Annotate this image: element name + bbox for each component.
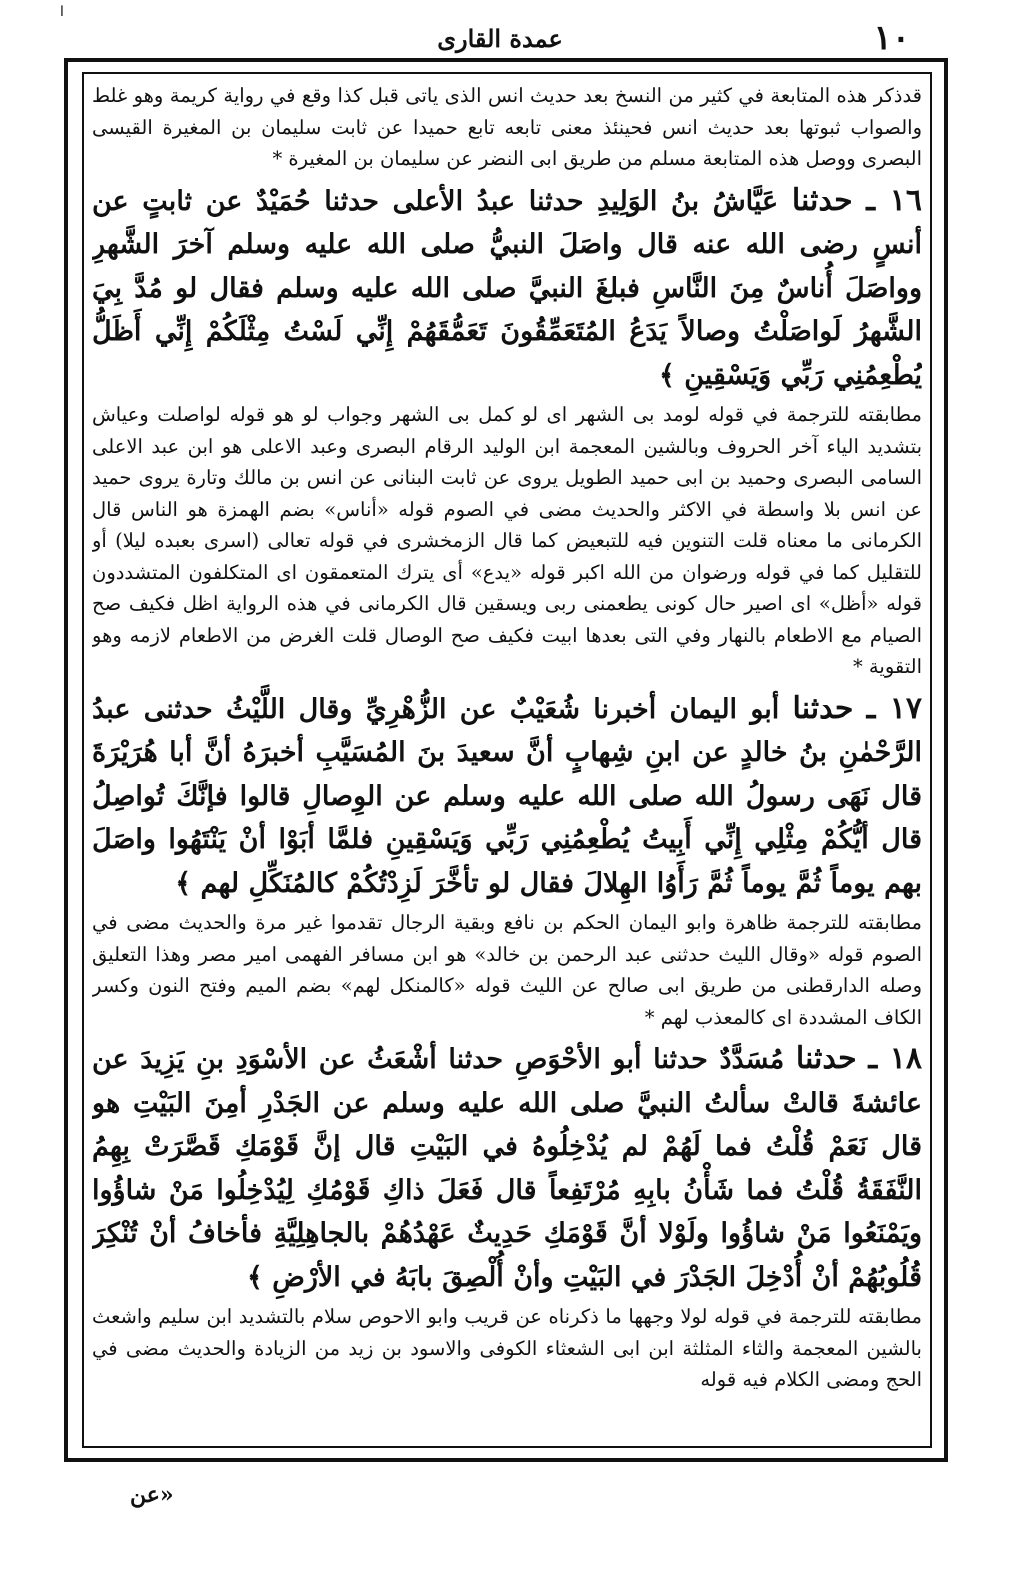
hadith-opening: حدثنا <box>791 182 853 218</box>
page-number: ١٠ <box>873 18 910 58</box>
page-body <box>92 80 922 1442</box>
hadith-text: مُسَدَّدٌ حدثنا أبو الأحْوَصِ حدثنا أشْعَثُ عن الأسْوَدِ بنِ يَزِيدَ عن عائشةَ قالتْ سألتُ النبيَّ صلى الله عليه وسلم عن الجَدْرِ أمِنَ البَيْتِ هو قال نَعَمْ قُلْتُ فما لَهُمْ لم يُدْخِلُوهُ في البَيْتِ قال إنَّ قَوْمَكِ قَصَّرَتْ بِهِمُ النَّفَقَةُ قُلْتُ فما شَأْنُ بابِهِ مُرْتَفِعاً قال فَعَلَ ذاكِ قَوْمُكِ لِيُدْخِلُوا مَنْ شاؤُوا ويَمْنَعُوا مَنْ شاؤُوا ولَوْلا أنَّ قَوْمَكِ حَدِيثٌ عَهْدُهُمْ بالجاهِلِيَّةِ فأخافُ أنْ تُنْكِرَ قُلُوبُهُمْ أنْ أُدْخِلَ الجَدْرَ في البَيْتِ وأنْ أُلْصِقَ بابَهُ في الأرْضِ ﴾ <box>92 1044 922 1293</box>
catchword: «عن <box>130 1482 174 1508</box>
commentary-17: مطابقته للترجمة ظاهرة وابو اليمان الحكم بن نافع وبقية الرجال تقدموا غير مرة والحديث مضى في الصوم قوله «وقال الليث حدثنى عبد الرحمن بن خالد» هو ابن مسافر الفهمى امير مصر وهذا التعليق وصله الدارقطنى من طريق ابى صالح عن الليث قوله «كالمنكل لهم» بضم الميم وفتح النون وكسر الكاف المشددة اى كالمعذب لهم * <box>92 911 922 1029</box>
hadith-text: أبو اليمان أخبرنا شُعَيْبٌ عن الزُّهْرِيِّ وقال اللَّيْثُ حدثنى عبدُ الرَّحْمٰنِ بنُ خالدٍ عن ابنِ شِهابٍ أنَّ سعيدَ بنَ المُسَيَّبِ أخبرَهُ أنَّ أبا هُرَيْرَةَ قال نَهَى رسولُ الله صلى الله عليه وسلم عن الوِصالِ قالوا فإنَّكَ تُواصِلُ قال أيُّكُمْ مِثْلِي إِنِّي أَبِيتُ يُطْعِمُنِي رَبِّي وَيَسْقِينِ فلمَّا أبَوْا أنْ يَنْتَهُوا واصَلَ بهم يوماً ثُمَّ يوماً ثُمَّ رَأَوُا الهِلالَ فقال لو تأخَّرَ لَزِدْتُكُمْ كالمُنَكِّلِ لهم ﴾ <box>92 693 922 899</box>
running-title: عمدة القارى <box>437 24 563 53</box>
hadith-opening: حدثنا <box>795 1041 857 1076</box>
intro-note: قدذكر هذه المتابعة في كثير من النسخ بعد حديث انس الذى ياتى قبل كذا وقع في رواية كريمة وهو غلط والصواب ثبوتها بعد حديث انس فحينئذ معنى تابعه تابع حميدا عن ثابت سليمان بن المغيرة القيسى البصرى ووصل هذه المتابعة مسلم من طريق ابى النضر عن سليمان بن المغيرة * <box>92 84 922 170</box>
hadith-16 <box>92 179 922 398</box>
hadith-opening: حدثنا <box>792 690 854 726</box>
hadith-number: ١٦ ـ <box>866 182 922 218</box>
hadith-17 <box>92 687 922 906</box>
hadith-number: ١٧ ـ <box>866 690 922 726</box>
commentary-16: مطابقته للترجمة في قوله لومد بى الشهر اى لو كمل بى الشهر وجواب لو هو قوله لواصلت وعياش بتشديد الياء آخر الحروف وبالشين المعجمة ابن الوليد الرقام البصرى وعبد الاعلى هو ابن عبد الاعلى السامى البصرى وحميد بن ابى حميد الطويل يروى عن ثابت البنانى عن انس بن مالك وتارة يروى حميد عن انس بلا واسطة في الاكثر والحديث مضى في الصوم قوله «أناس» بضم الهمزة هو الناس قال الكرمانى ما معناه قلت التنوين فيه للتبعيض كما قال الزمخشرى في قوله تعالى (اسرى بعبده ليلا) أو للتقليل كما في قوله ورضوان من الله اكبر قوله «يدع» أى يترك المتعمقون اى المتكلفون المتشددون قوله «أظل» اى اصير حال كونى يطعمنى ربى ويسقين قال الكرمانى في هذه الرواية اظل فكيف صح الصيام مع الاطعام بالنهار وفي التى بعدها ابيت فكيف صح الوصال قلت الغرض من الاطعام لازمه وهو التقوية * <box>92 403 922 678</box>
hadith-number: ١٨ ـ <box>868 1041 922 1076</box>
page-header <box>70 18 930 58</box>
hadith-18 <box>92 1037 922 1299</box>
margin-mark: ا <box>60 4 64 20</box>
commentary-18: مطابقته للترجمة في قوله لولا وجهها ما ذكرناه عن قريب وابو الاحوص سلام بالتشديد ابن سليم واشعث بالشين المعجمة والثاء المثلثة ابن ابى الشعثاء الكوفى والاسود بن زيد من الزيادة والحديث مضى في الحج ومضى الكلام فيه قوله <box>92 1305 922 1391</box>
hadith-text: عَيَّاشُ بنُ الوَلِيدِ حدثنا عبدُ الأعلى حدثنا حُمَيْدٌ عن ثابتٍ عن أنسٍ رضى الله عنه قال واصَلَ النبيُّ صلى الله عليه وسلم آخرَ الشَّهرِ وواصَلَ أُناسٌ مِنَ النَّاسِ فبلغَ النبيَّ صلى الله عليه وسلم فقال لو مُدَّ بِيَ الشَّهرُ لَواصَلْتُ وصالاً يَدَعُ المُتَعَمِّقُونَ تَعَمُّقَهُمْ إِنِّي لَسْتُ مِثْلَكُمْ إِنِّي أَظَلُّ يُطْعِمُنِي رَبِّي وَيَسْقِينِ ﴾ <box>92 185 922 391</box>
